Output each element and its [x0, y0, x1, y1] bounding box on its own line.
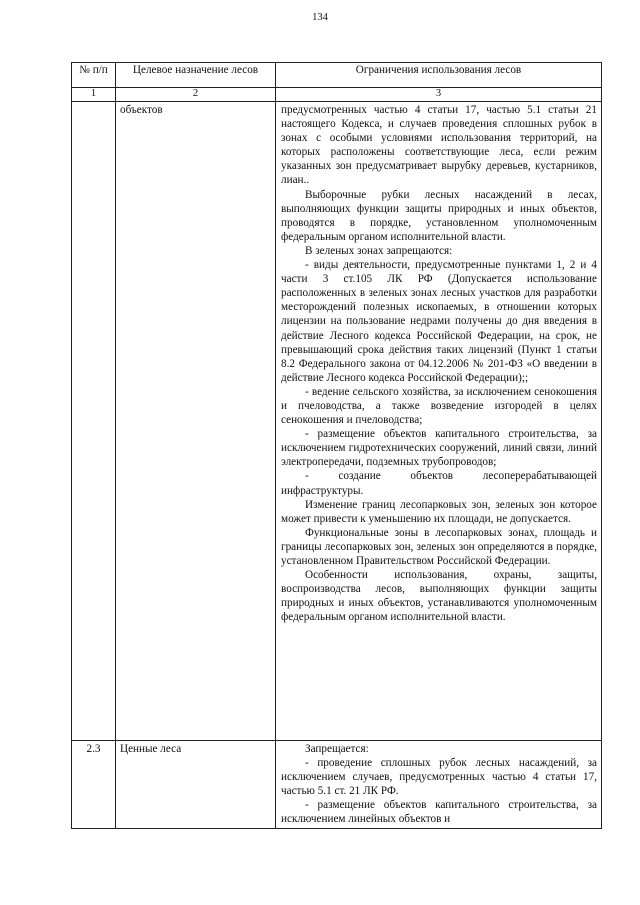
paragraph: В зеленых зонах запрещаются: — [305, 244, 453, 257]
paragraph: Запрещается: — [305, 743, 369, 755]
table-column-numbers-row — [72, 88, 602, 102]
row-purpose: Ценные леса — [116, 741, 276, 829]
row-number — [72, 102, 116, 741]
paragraph: Изменение границ лесопарковых зон, зеленых зон которое может привести к уменьшению их площади, не допускается. — [281, 498, 597, 525]
paragraph: - размещение объектов капитального строительства, за исключением гидротехнических сооружений, линий связи, линий электропередачи, подземных трубопроводов; — [281, 428, 597, 469]
row-purpose: объектов — [116, 102, 276, 741]
column-number-1: 1 — [72, 88, 116, 102]
header-cell-restrictions: Ограничения использования лесов — [276, 63, 602, 88]
table-row — [72, 102, 602, 741]
header-cell-purpose: Целевое назначение лесов — [116, 63, 276, 88]
restrictions-table — [71, 62, 602, 829]
paragraph: Особенности использования, охраны, защиты, воспроизводства лесов, выполняющих функции защиты природных и иных объектов, устанавливаются уполномоченным федеральным органом исполнительной власти. — [281, 569, 597, 624]
column-number-3: 3 — [276, 88, 602, 102]
paragraph: Выборочные рубки лесных насаждений в лесах, выполняющих функции защиты природных и иных объектов, проводятся в порядке, установленном уполномоченным федеральным органом исполнительной власти. — [281, 188, 597, 243]
paragraph: - проведение сплошных рубок лесных насаждений, за исключением случаев, предусмотренных частью 4 статьи 17, частью 5.1 ст. 21 ЛК РФ. — [281, 757, 597, 798]
header-cell-number: № п/п — [72, 63, 116, 88]
paragraph: Функциональные зоны в лесопарковых зонах, площадь и границы лесопарковых зон, зеленых зон определяются в порядке, установленном Правительством Российской Федерации. — [281, 526, 597, 567]
page-number: 134 — [312, 12, 328, 23]
column-number-2: 2 — [116, 88, 276, 102]
row-restrictions — [276, 741, 602, 829]
row-restrictions — [276, 102, 602, 741]
paragraph: предусмотренных частью 4 статьи 17, частью 5.1 статьи 21 настоящего Кодекса, и случаев проведения сплошных рубок в зонах с особыми условиями использования территорий, на которых расположены соответствующие леса, если режим указанных зон предусматривает вырубку деревьев, кустарников, лиан.. — [281, 104, 597, 187]
paragraph: - размещение объектов капитального строительства, за исключением линейных объектов и — [281, 799, 597, 826]
table-header-row — [72, 63, 602, 88]
table-row — [72, 741, 602, 829]
row-number: 2.3 — [72, 741, 116, 829]
paragraph: - ведение сельского хозяйства, за исключением сенокошения и пчеловодства, а также возведение изгородей в целях сенокошения и пчеловодства; — [281, 385, 597, 427]
paragraph: - виды деятельности, предусмотренные пунктами 1, 2 и 4 части 3 ст.105 ЛК РФ (Допускается использование расположенных в зеленых зонах лесных участков для разработки месторождений полезных ископаемых, в отношении которых лицензии на пользование недрами получены до дня введения в действие Лесного кодекса Российской Федерации, на срок, не превышающий срока действия таких лицензий (Пункт 1 статьи 8.2 Федерального закона от 04.12.2006 № 201-ФЗ «О введении в действие Лесного кодекса Российской Федерации);; — [281, 259, 597, 384]
paragraph: - создание объектов лесоперерабатывающей инфраструктуры. — [281, 470, 597, 497]
